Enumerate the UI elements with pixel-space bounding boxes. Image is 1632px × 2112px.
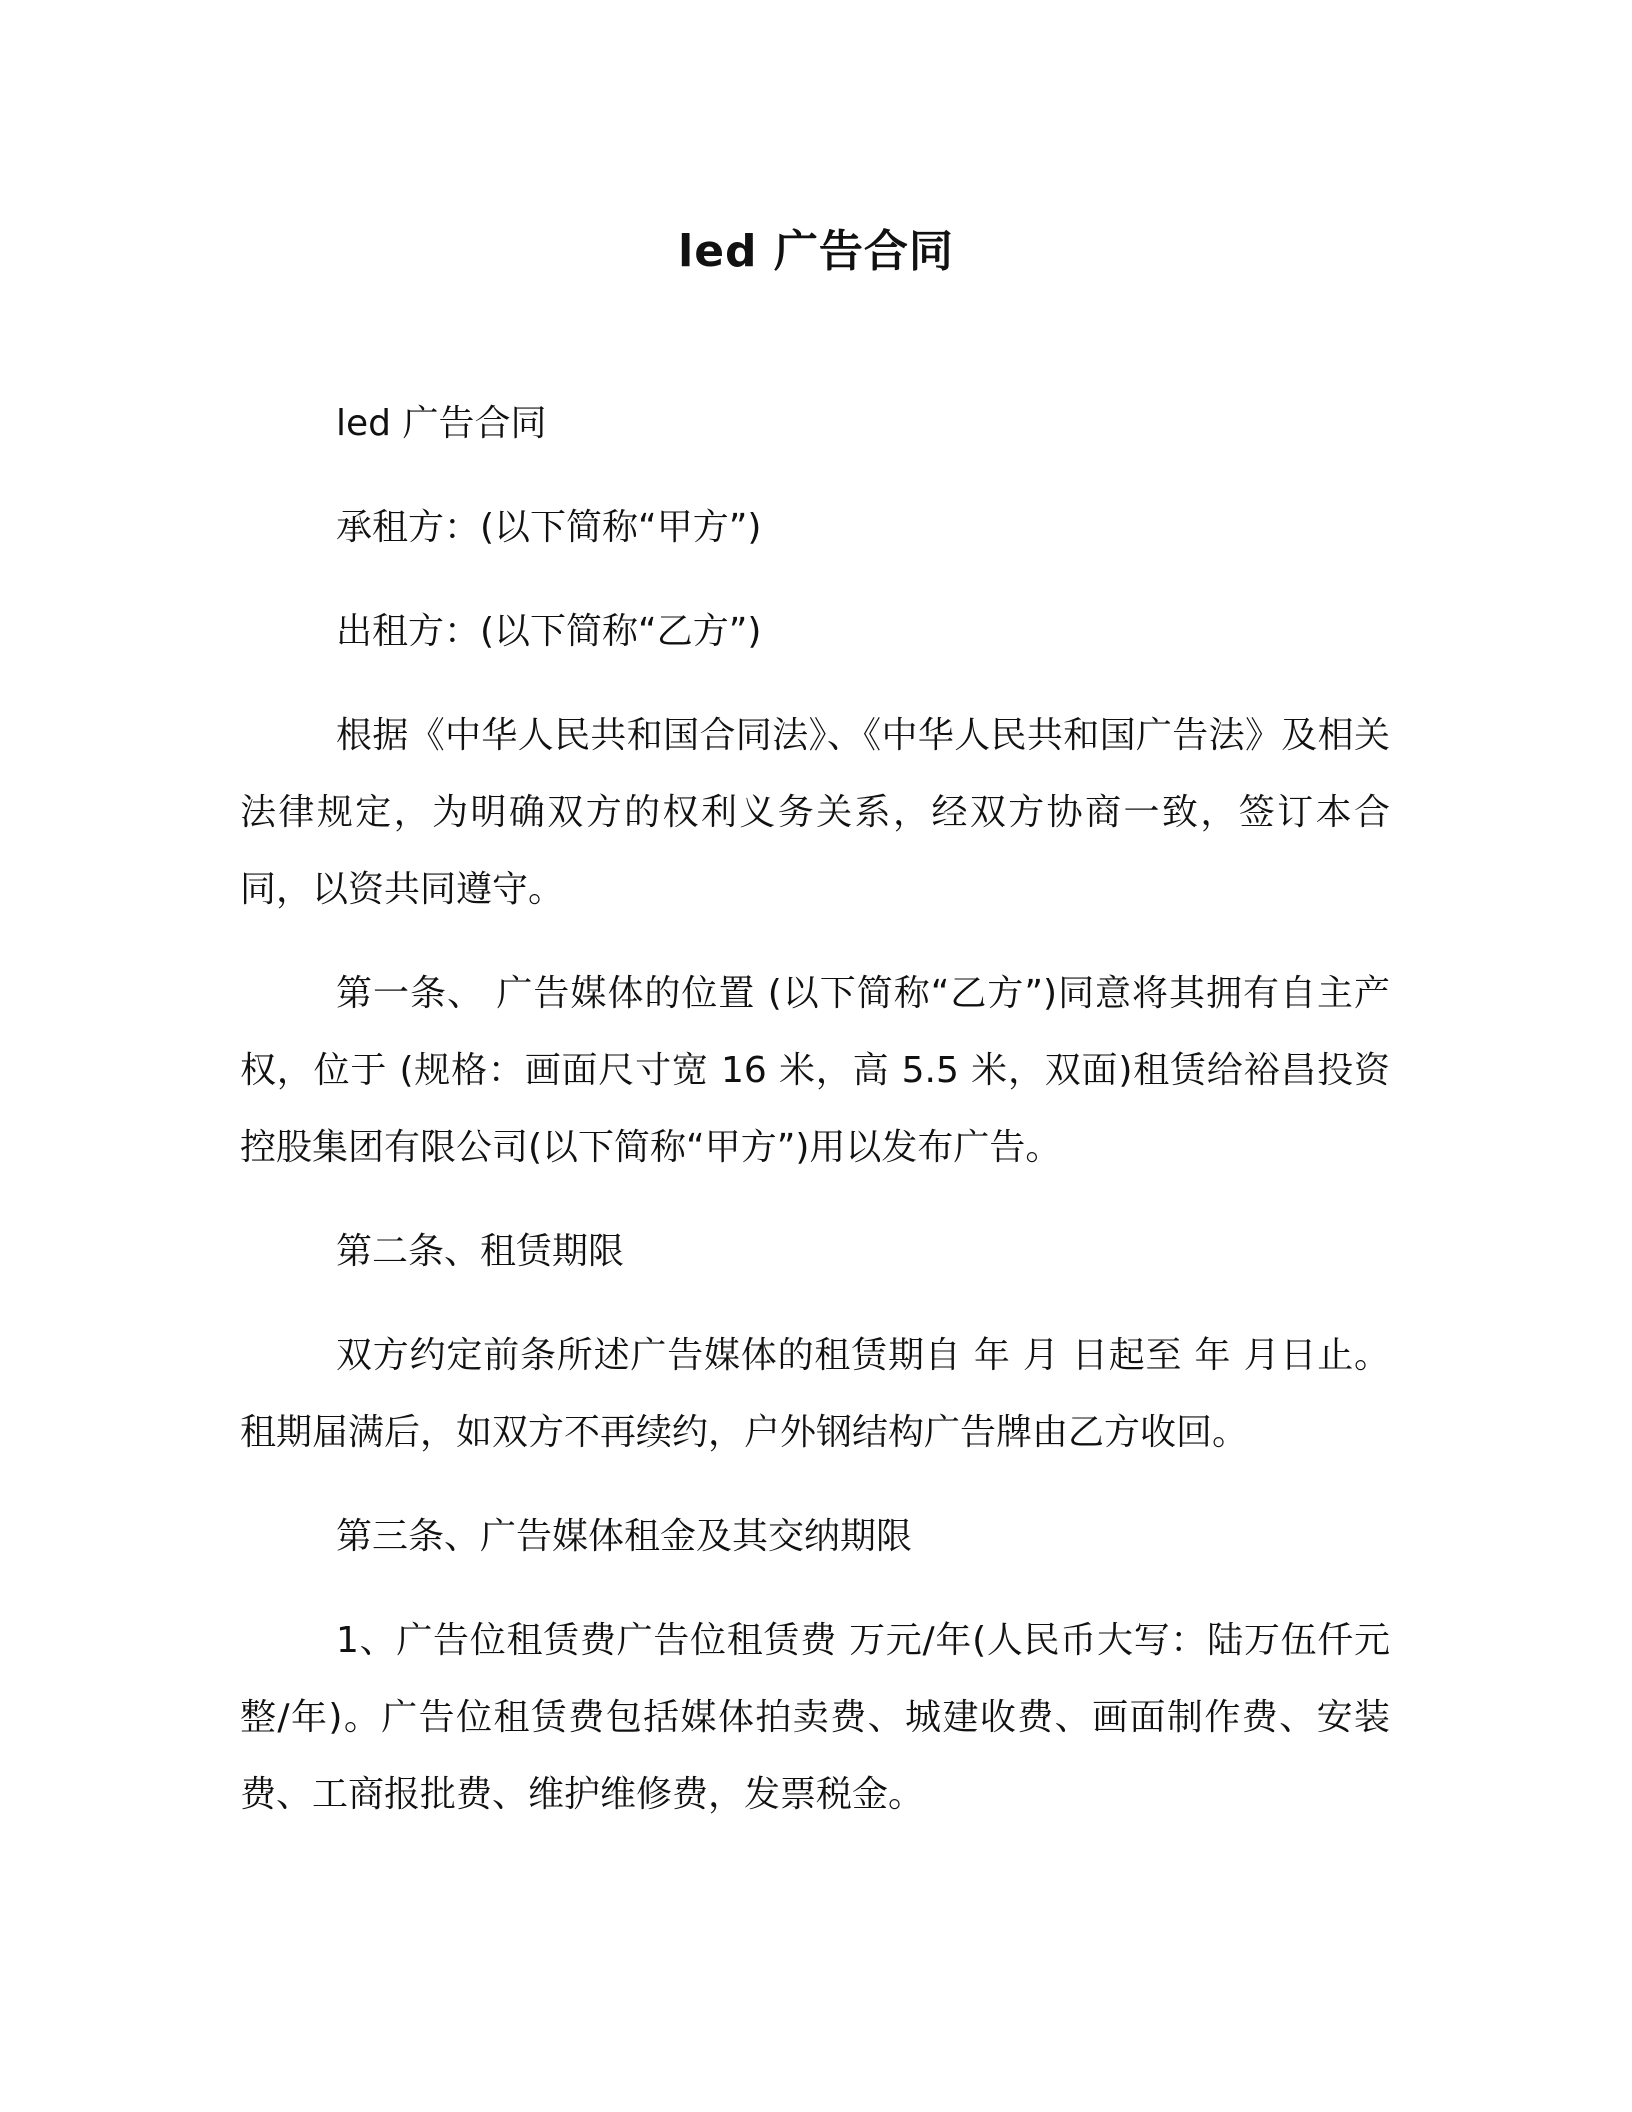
preamble-paragraph: 根据《中华人民共和国合同法》、《中华人民共和国广告法》及相关法律规定，为明确双方的权利义务关系，经双方协商一致，签订本合同，以资共同遵守。 [240, 715, 1390, 910]
lease-term-paragraph: 双方约定前条所述广告媒体的租赁期自 年 月 日起至 年 月日止。租期届满后，如双方不再续约，户外钢结构广告牌由乙方收回。 [240, 1335, 1390, 1453]
document-title: led 广告合同 [678, 226, 954, 277]
document-body [240, 385, 1390, 1860]
article-two-heading: 第二条、租赁期限 [336, 1231, 625, 1272]
subtitle-paragraph: led 广告合同 [336, 403, 547, 444]
rent-paragraph: 1、广告位租赁费广告位租赁费 万元/年(人民币大写：陆万伍仟元整/年)。广告位租赁费包括媒体拍卖费、城建收费、画面制作费、安装费、工商报批费、维护维修费，发票税金。 [240, 1620, 1390, 1815]
lessee-paragraph: 承租方：(以下简称“甲方”) [336, 507, 762, 548]
article-three-heading: 第三条、广告媒体租金及其交纳期限 [336, 1516, 913, 1557]
lessor-paragraph: 出租方：(以下简称“乙方”) [336, 611, 762, 652]
article-one-paragraph: 第一条、 广告媒体的位置 (以下简称“乙方”)同意将其拥有自主产权，位于 (规格：画面尺寸宽 16 米，高 5.5 米，双面)租赁给裕昌投资控股集团有限公司(以下简称“甲方”)用以发布广告。 [240, 973, 1390, 1168]
